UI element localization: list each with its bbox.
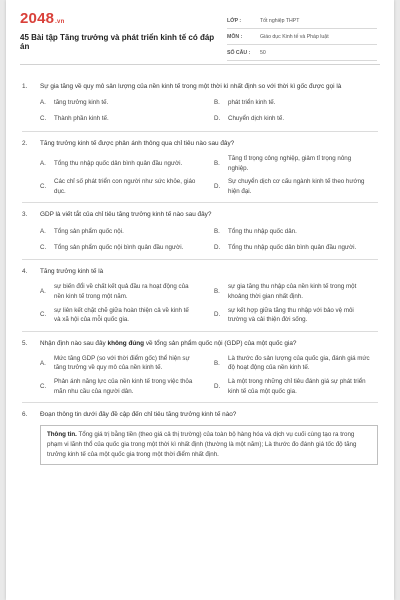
document-title: 45 Bài tập Tăng trưởng và phát triển kinh tế có đáp án xyxy=(20,33,215,51)
option-a[interactable]: A. Tổng sản phẩm quốc nội. xyxy=(40,227,124,235)
answer-options xyxy=(22,225,378,253)
option-b[interactable]: B. phát triển kinh tế. xyxy=(214,99,276,107)
question-number: 6. xyxy=(22,411,28,419)
question-number: 2. xyxy=(22,140,28,147)
option-b[interactable]: B. Tổng thu nhập quốc dân. xyxy=(214,227,297,235)
meta-label: MÔN : xyxy=(227,33,243,40)
question-number: 5. xyxy=(22,339,28,347)
answer-options xyxy=(22,154,378,196)
question-text: Tăng trưởng kinh tế được phản ánh thông qua chỉ tiêu nào sau đây? xyxy=(40,140,235,147)
question-3 xyxy=(22,210,378,260)
question-list xyxy=(6,74,394,471)
question-5 xyxy=(22,339,378,403)
document-meta xyxy=(227,13,377,61)
site-logo[interactable]: 2048.vn xyxy=(20,10,65,27)
option-b[interactable]: B. Là thước đo sản lượng của quốc gia, đánh giá mức độ hoạt động của nền kinh tế. xyxy=(214,354,370,372)
meta-row-subject xyxy=(227,29,377,45)
question-text: Sự gia tăng về quy mô sản lượng của nền kinh tế trong một thời kì nhất định so với thời kì gốc được gọi là xyxy=(40,83,342,90)
question-text: GDP là viết tắt của chỉ tiêu tăng trưởng kinh tế nào sau đây? xyxy=(40,211,212,219)
option-d[interactable]: D. Là một trong những chỉ tiêu đánh giá sự phát triển kinh tế của một quốc gia. xyxy=(214,377,366,395)
negation-emphasis: không đúng xyxy=(107,339,145,347)
meta-value: Giáo dục Kinh tế và Pháp luật xyxy=(260,33,329,40)
question-text: Nhận định nào sau đây không đúng về tổng sản phẩm quốc nội (GDP) của một quốc gia? xyxy=(40,339,297,347)
document-header xyxy=(6,0,394,74)
option-d[interactable]: D. Tổng thu nhập quốc dân bình quân đầu người. xyxy=(214,243,357,251)
option-d[interactable]: D. Chuyển dịch kinh tế. xyxy=(214,115,285,123)
meta-row-grade xyxy=(227,13,377,29)
answer-options xyxy=(22,97,378,125)
question-number: 4. xyxy=(22,268,28,276)
option-c[interactable]: C. Các chỉ số phát triển con người như sức khỏe, giáo dục. xyxy=(40,178,196,195)
option-c[interactable]: C. Phản ánh năng lực của nền kinh tế trong việc thỏa mãn nhu cầu của người dân. xyxy=(40,377,193,395)
option-a[interactable]: A. Mức tăng GDP (so với thời điểm gốc) thể hiện sự tăng trưởng về quy mô của nền kinh tế. xyxy=(40,354,190,372)
option-d[interactable]: D. Sự chuyển dịch cơ cấu ngành kinh tế theo hướng hiện đại. xyxy=(214,178,365,195)
document-page xyxy=(6,0,394,600)
option-c[interactable]: C. Thành phần kinh tế. xyxy=(40,115,109,123)
question-text: Tăng trưởng kinh tế là xyxy=(40,268,104,276)
question-4 xyxy=(22,267,378,331)
option-a[interactable]: A. Tổng thu nhập quốc dân bình quân đầu người. xyxy=(40,159,183,167)
meta-label: SỐ CÂU : xyxy=(227,49,251,56)
option-c[interactable]: C. Tổng sản phẩm quốc nội bình quân đầu người. xyxy=(40,243,184,251)
option-c[interactable]: C. sự liên kết chặt chẽ giữa hoàn thiện cả về kinh tế và xã hội của mỗi quốc gia. xyxy=(40,306,189,324)
meta-label: LỚP : xyxy=(227,17,242,24)
meta-value: Tốt nghiệp THPT xyxy=(260,17,300,24)
meta-row-count xyxy=(227,45,377,61)
option-a[interactable]: A. sự biến đổi về chất kết quả đầu ra hoạt động của nền kinh tế trong một năm. xyxy=(40,283,189,300)
question-number: 1. xyxy=(22,83,28,90)
meta-value: 50 xyxy=(260,49,266,56)
question-6 xyxy=(22,410,378,470)
info-box xyxy=(40,425,378,464)
header-divider xyxy=(20,64,380,65)
question-text: Đoạn thông tin dưới đây đề cập đến chỉ tiêu tăng trưởng kinh tế nào? xyxy=(40,411,237,419)
question-number: 3. xyxy=(22,211,28,219)
option-d[interactable]: D. sự kết hợp giữa tăng thu nhập với bảo vệ môi trường và cải thiện đời sống. xyxy=(214,306,354,324)
answer-options xyxy=(22,282,378,324)
info-text: Tổng giá trị bằng tiền (theo giá cả thị trường) của toàn bộ hàng hóa và dịch vụ cuối cùng tạo ra trong phạm vi lãnh thổ của quốc gia trong một thời kì nhất định (thường là một năm); Là thước đo đánh giá tốc độ tăng trưởng kinh tế của một quốc gia trong một thời điểm nhất định. xyxy=(47,431,357,458)
option-b[interactable]: B. sự gia tăng thu nhập của nền kinh tế trong một khoảng thời gian nhất định. xyxy=(214,283,357,300)
info-label: Thông tin. xyxy=(47,431,77,439)
question-2 xyxy=(22,139,378,203)
option-a[interactable]: A. tăng trưởng kinh tế. xyxy=(40,99,109,107)
answer-options xyxy=(22,354,378,396)
option-b[interactable]: B. Tăng tỉ trọng công nghiệp, giảm tỉ trọng nông nghiệp. xyxy=(214,155,352,172)
question-1 xyxy=(22,82,378,132)
